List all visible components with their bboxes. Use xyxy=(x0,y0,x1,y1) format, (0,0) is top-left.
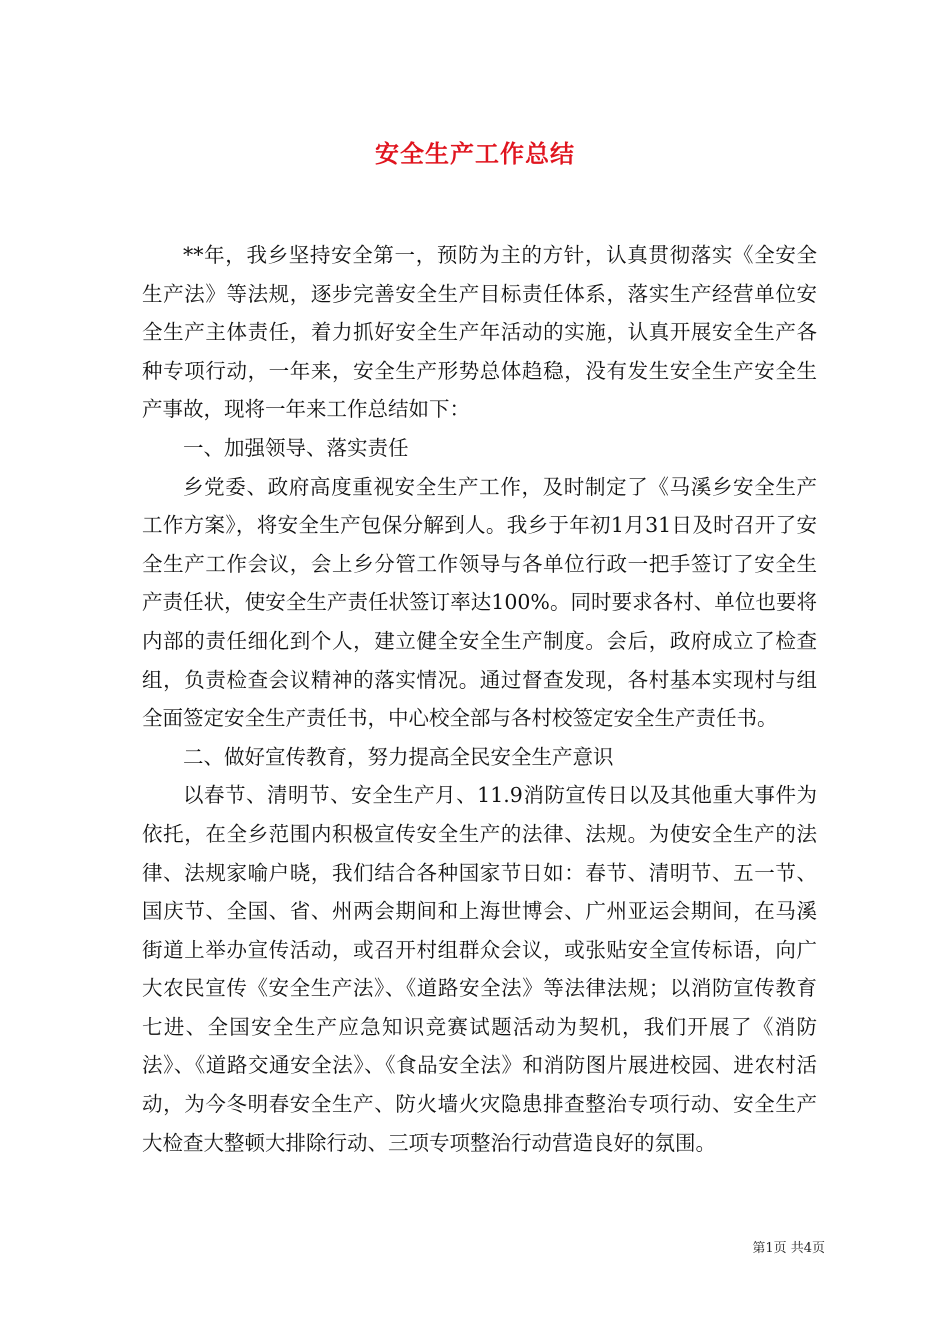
section-heading-1: 一、加强领导、落实责任 xyxy=(183,435,409,460)
section-paragraph-1: 乡党委、政府高度重视安全生产工作，及时制定了《马溪乡安全生产工作方案》，将安全生产包保分解到人。我乡于年初1月31日及时召开了安全生产工作会议，会上乡分管工作领导与各单位行政一把手签订了安全生产责任状，使安全生产责任状签订率达100%。同时要求各村、单位也要将内部的责任细化到个人，建立健全安全生产制度。会后，政府成立了检查组，负责检查会议精神的落实情况。通过督查发现，各村基本实现村与组全面签定安全生产责任书，中心校全部与各村校签定安全生产责任书。 xyxy=(142,474,817,731)
intro-paragraph: **年，我乡坚持安全第一，预防为主的方针，认真贯彻落实《全安全生产法》等法规，逐步完善安全生产目标责任体系，落实生产经营单位安全生产主体责任，着力抓好安全生产年活动的实施，认真开展安全生产各种专项行动，一年来，安全生产形势总体趋稳，没有发生安全生产安全生产事故，现将一年来工作总结如下： xyxy=(142,243,817,422)
document-title: 安全生产工作总结 xyxy=(375,139,575,168)
document-body xyxy=(142,236,817,1162)
page-number: 第1页 共4页 xyxy=(752,1241,825,1256)
section-heading-2: 二、做好宣传教育，努力提高全民安全生产意识 xyxy=(183,744,614,769)
section-paragraph-2: 以春节、清明节、安全生产月、11.9消防宣传日以及其他重大事件为依托，在全乡范围内积极宣传安全生产的法律、法规。为使安全生产的法律、法规家喻户晓，我们结合各种国家节日如：春节、清明节、五一节、国庆节、全国、省、州两会期间和上海世博会、广州亚运会期间，在马溪街道上举办宣传活动，或召开村组群众会议，或张贴安全宣传标语，向广大农民宣传《安全生产法》、《道路安全法》等法律法规；以消防宣传教育七进、全国安全生产应急知识竞赛试题活动为契机，我们开展了《消防法》、《道路交通安全法》、《食品安全法》和消防图片展进校园、进农村活动，为今冬明春安全生产、防火墙火灾隐患排查整治专项行动、安全生产大检查大整顿大排除行动、三项专项整治行动营造良好的氛围。 xyxy=(142,783,817,1155)
